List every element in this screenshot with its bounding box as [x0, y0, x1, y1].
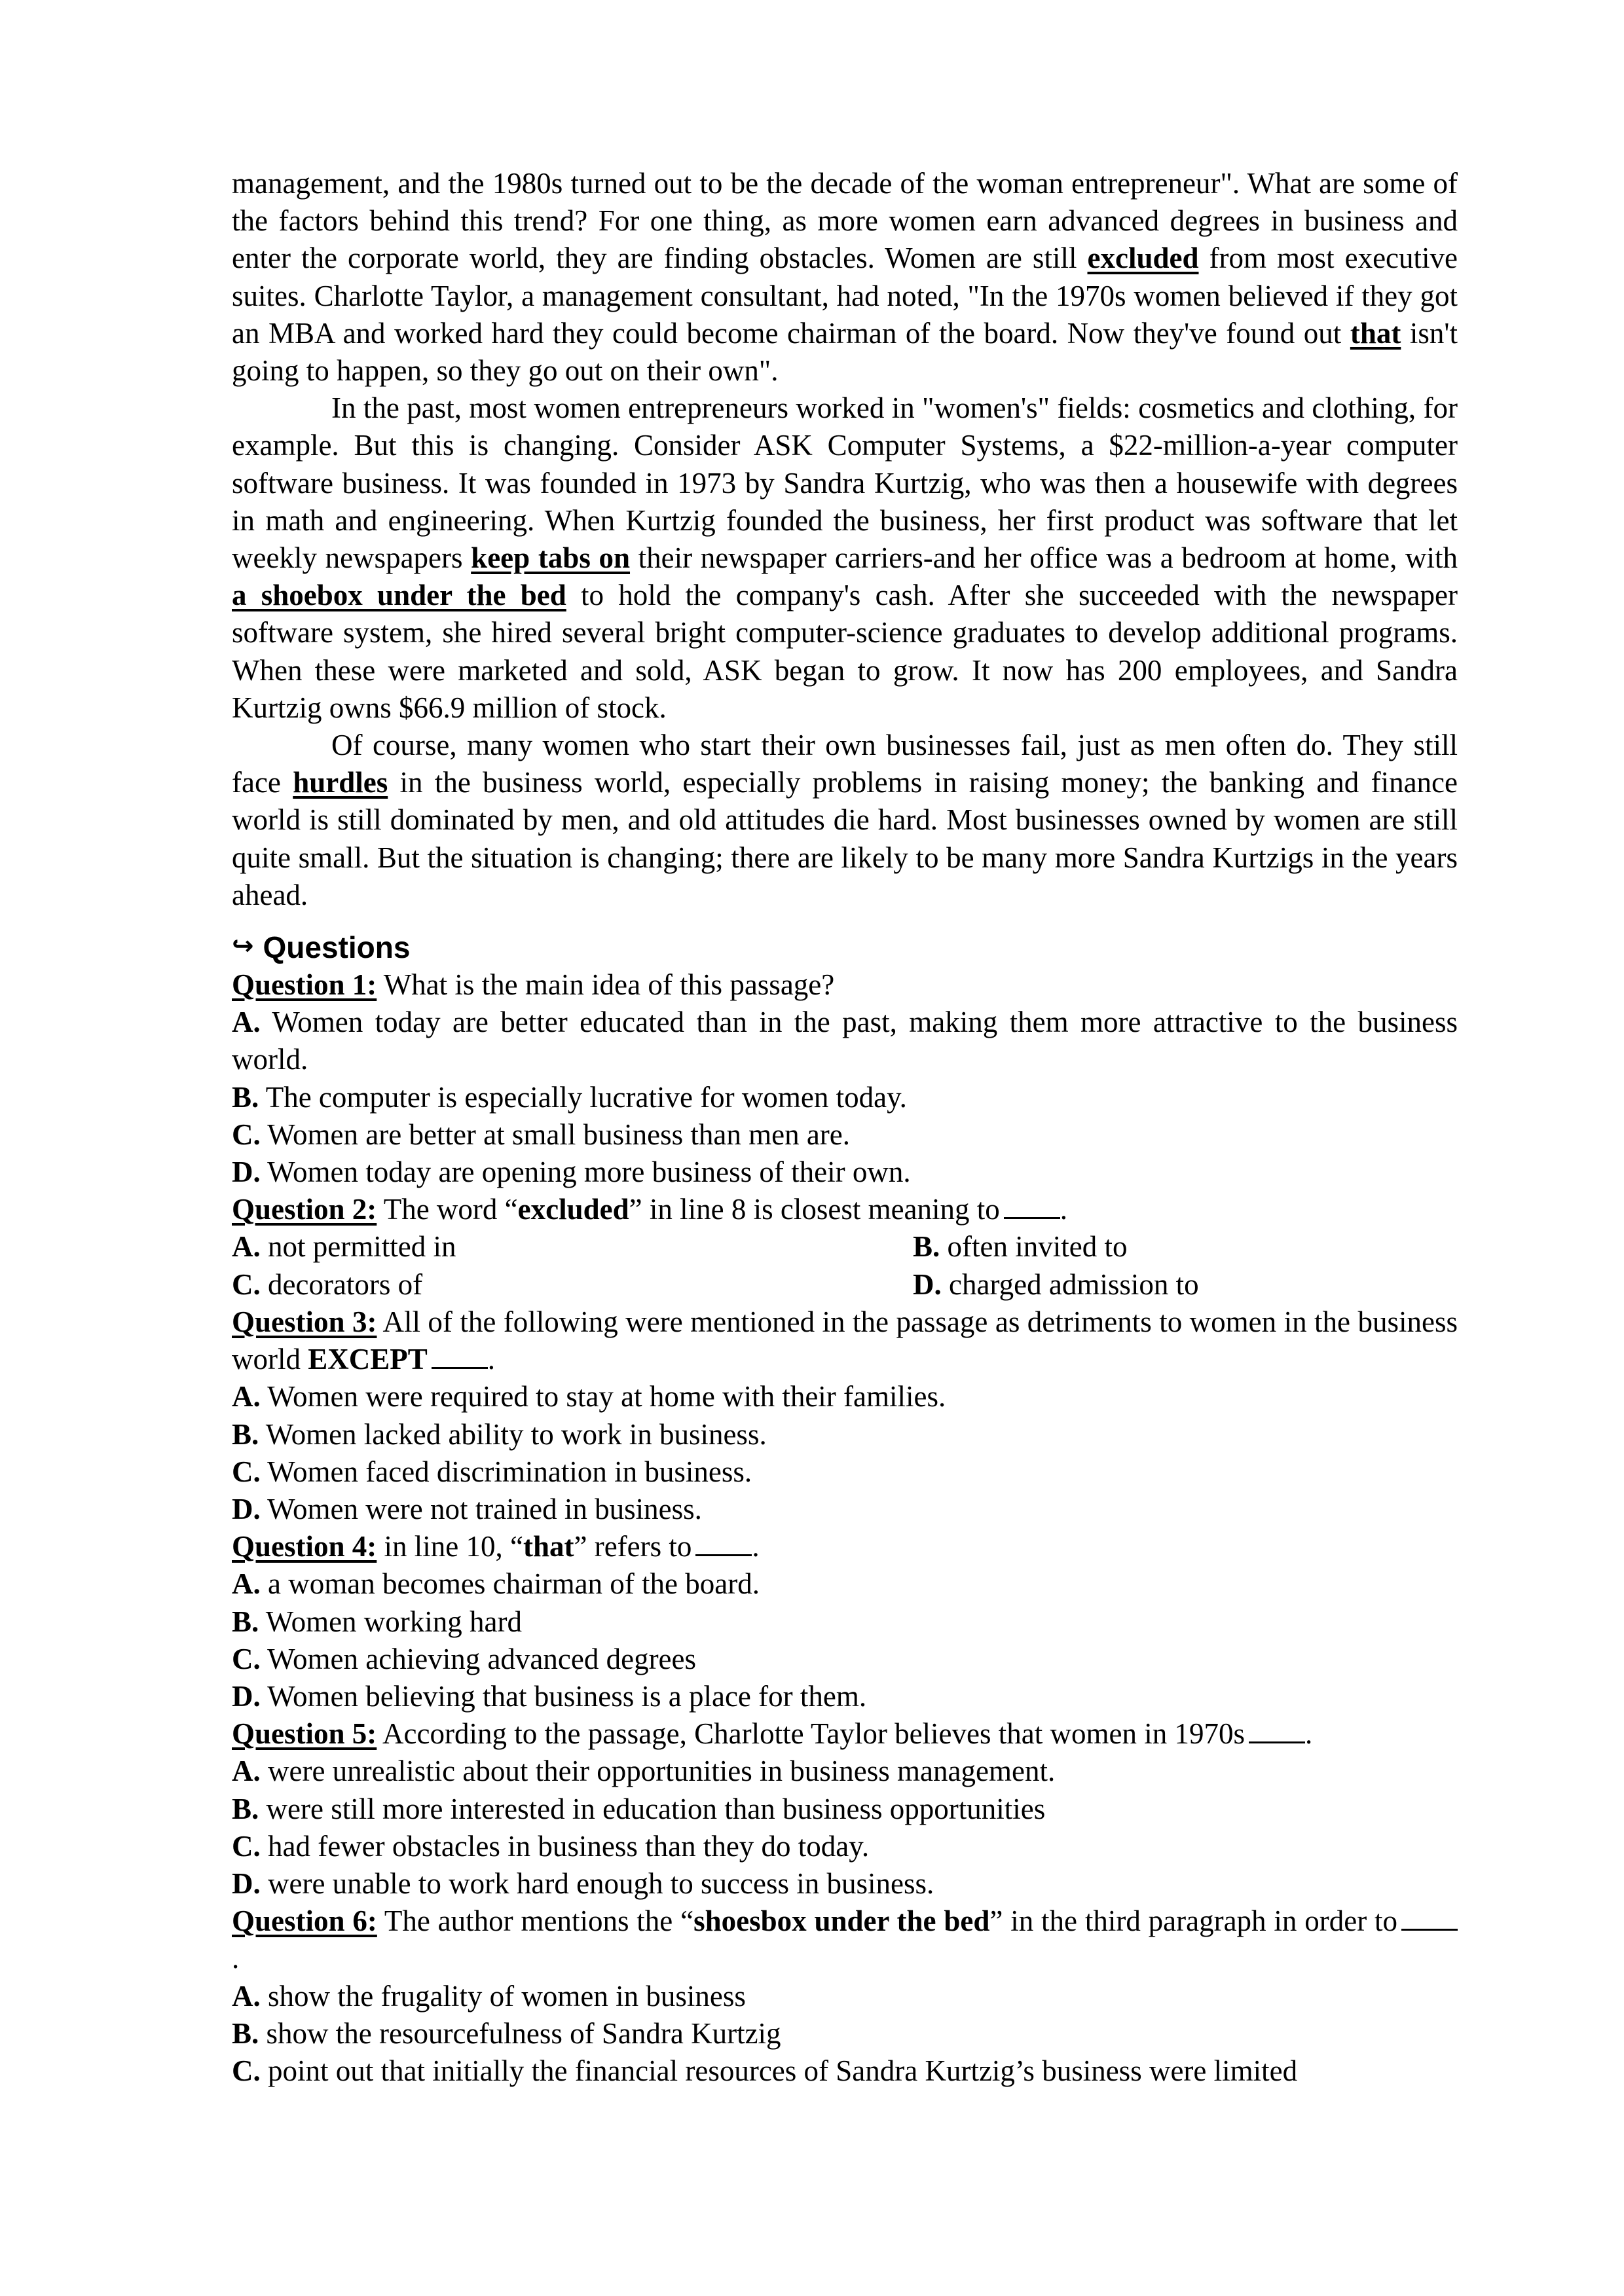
option-text: were unrealistic about their opportunities in business management. [260, 1755, 1056, 1788]
text: from most executive suites. Charlotte Taylor, a management consultant, had noted, "In the 1970s women believed if they got an MBA and worked hard they could become chairman of the board. Now they've found out [232, 242, 1458, 350]
option-text: The computer is especially lucrative for women today. [259, 1080, 907, 1114]
passage-paragraph-1 [232, 165, 1458, 390]
question-end: . [487, 1343, 496, 1376]
option-a[interactable] [232, 1565, 1458, 1603]
option-letter: C. [232, 1455, 261, 1488]
option-text: Women working hard [259, 1605, 522, 1638]
option-b[interactable] [232, 1603, 1458, 1641]
question-text: ” in the third paragraph in order to [989, 1904, 1398, 1938]
option-letter: A. [232, 1380, 261, 1413]
keyword-excluded: excluded [1087, 242, 1199, 275]
question-text: ” refers to [574, 1530, 692, 1563]
text: in the business world, especially problems in raising money; the banking and finance world is still dominated by men, and old attitudes die hard. Most businesses owned by women are still quite small. But the situation is changing; there are likely to be many more Sandra Kurtzigs in the years ahead. [232, 766, 1458, 911]
option-d[interactable] [913, 1266, 1458, 1303]
question-end: . [1305, 1717, 1313, 1751]
passage-paragraph-2 [232, 390, 1458, 727]
question-3 [232, 1303, 1458, 1528]
question-2 [232, 1191, 1458, 1303]
arrow-icon: ↪ [232, 932, 254, 961]
option-letter: B. [232, 1417, 259, 1451]
answer-blank [432, 1343, 488, 1369]
question-end: . [1060, 1193, 1068, 1226]
text: isn't going to happen, so they go out on their own". [232, 316, 1458, 388]
option-letter: D. [913, 1267, 942, 1301]
question-text: According to the passage, Charlotte Taylor believes that women in 1970s [377, 1717, 1245, 1751]
option-text: Women were not trained in business. [260, 1492, 702, 1525]
option-a[interactable] [232, 1978, 1458, 2015]
option-d[interactable] [232, 1678, 1458, 1715]
keyword-hurdles: hurdles [293, 766, 388, 799]
text: their newspaper carriers-and her office was a bedroom at home, with [630, 541, 1458, 575]
option-a[interactable] [232, 1378, 1458, 1415]
question-stem [232, 1903, 1458, 1977]
keyword-keep-tabs-on: keep tabs on [471, 541, 631, 575]
option-letter: B. [232, 2016, 259, 2050]
option-text: Women believing that business is a place for them. [260, 1679, 867, 1713]
question-text: What is the main idea of this passage? [377, 968, 835, 1002]
question-end: . [752, 1530, 760, 1563]
option-text: Women faced discrimination in business. [260, 1455, 752, 1488]
option-c[interactable] [232, 1266, 913, 1303]
option-c[interactable] [232, 1828, 1458, 1865]
question-6 [232, 1903, 1458, 2090]
option-letter: A. [232, 1230, 261, 1264]
option-letter: C. [232, 1829, 261, 1863]
option-c[interactable] [232, 1453, 1458, 1491]
text: management, and the 1980s turned out to be the decade of the woman entrepreneur". What are some of the factors behind this trend? For one thing, as more women earn advanced degrees in business and enter the corporate world, they are finding obstacles. Women are still [232, 167, 1458, 275]
option-letter: C. [232, 2054, 261, 2087]
option-letter: B. [232, 1080, 259, 1114]
option-letter: C. [232, 1267, 261, 1301]
keyword-shoebox-under-the-bed: a shoebox under the bed [232, 579, 566, 612]
option-letter: D. [232, 1492, 261, 1525]
option-letter: D. [232, 1156, 261, 1189]
option-text: Women lacked ability to work in business. [259, 1417, 767, 1451]
option-text: show the frugality of women in business [260, 1979, 746, 2013]
option-text: charged admission to [941, 1267, 1199, 1301]
option-text: decorators of [260, 1267, 423, 1301]
question-label: Question 5: [232, 1717, 377, 1751]
option-c[interactable] [232, 2052, 1458, 2090]
question-label: Question 6: [232, 1904, 377, 1938]
question-stem [232, 1191, 1458, 1228]
option-text: point out that initially the financial resources of Sandra Kurtzig’s business were limited [260, 2054, 1298, 2087]
option-letter: B. [232, 1605, 259, 1638]
option-b[interactable] [232, 1791, 1458, 1828]
option-b[interactable] [913, 1228, 1458, 1266]
question-label: Question 4: [232, 1530, 377, 1563]
option-text: Women are better at small business than men are. [260, 1118, 851, 1151]
question-text: ” in line 8 is closest meaning to [629, 1193, 1000, 1226]
question-keyword: shoesbox under the bed [693, 1904, 990, 1938]
option-c[interactable] [232, 1641, 1458, 1678]
question-stem [232, 1715, 1458, 1753]
keyword-that: that [1350, 316, 1401, 350]
question-keyword: excluded [517, 1193, 629, 1226]
option-letter: A. [232, 1567, 261, 1601]
option-a[interactable] [232, 1228, 913, 1266]
question-stem [232, 966, 1458, 1004]
document-page [232, 165, 1458, 2090]
question-text: All of the following were mentioned in the passage as detriments to women in the business world [232, 1305, 1458, 1376]
option-text: Women were required to stay at home with their families. [260, 1380, 946, 1413]
question-stem [232, 1303, 1458, 1378]
option-c[interactable] [232, 1116, 1458, 1154]
option-text: were unable to work hard enough to success in business. [260, 1867, 934, 1900]
option-text: had fewer obstacles in business than they do today. [260, 1829, 870, 1863]
question-label: Question 1: [232, 968, 377, 1002]
option-text: a woman becomes chairman of the board. [260, 1567, 760, 1601]
option-text: Women today are opening more business of their own. [260, 1156, 911, 1189]
option-text: often invited to [940, 1230, 1128, 1264]
option-text: show the resourcefulness of Sandra Kurtzig [259, 2016, 781, 2050]
option-letter: C. [232, 1642, 261, 1675]
answer-blank [1401, 1905, 1458, 1931]
option-letter: A. [232, 1006, 261, 1039]
questions-heading [232, 928, 1458, 966]
question-keyword: EXCEPT [308, 1343, 428, 1376]
question-text: The word “ [377, 1193, 518, 1226]
option-text: were still more interested in education than business opportunities [259, 1792, 1046, 1825]
option-text: not permitted in [260, 1230, 456, 1264]
option-d[interactable] [232, 1154, 1458, 1191]
option-letter: D. [232, 1679, 261, 1713]
option-letter: B. [232, 1792, 259, 1825]
option-text: Women achieving advanced degrees [260, 1642, 697, 1675]
option-b[interactable] [232, 1416, 1458, 1453]
option-letter: D. [232, 1867, 261, 1900]
question-label: Question 2: [232, 1193, 377, 1226]
question-1 [232, 966, 1458, 1191]
answer-blank [1004, 1194, 1060, 1219]
text: Of course, many women who start their own businesses fail, just as men often do. They still face [232, 729, 1458, 799]
option-letter: A. [232, 1979, 261, 2013]
option-b[interactable] [232, 2015, 1458, 2052]
passage-paragraph-3 [232, 727, 1458, 914]
option-a[interactable] [232, 1753, 1458, 1790]
option-letter: A. [232, 1755, 261, 1788]
option-d[interactable] [232, 1865, 1458, 1903]
answer-blank [1249, 1718, 1305, 1743]
options-grid [232, 1228, 1458, 1303]
text: In the past, most women entrepreneurs worked in "women's" fields: cosmetics and clothing, for example. But this is changing. Consider ASK Computer Systems, a $22-million-a-year computer software business. It was founded in 1973 by Sandra Kurtzig, who was then a housewife with degrees in math and engineering. When Kurtzig founded the business, her first product was software that let weekly newspapers [232, 392, 1458, 575]
text: to hold the company's cash. After she succeeded with the newspaper software system, she hired several bright computer-science graduates to develop additional programs. When these were marketed and sold, ASK began to grow. It now has 200 employees, and Sandra Kurtzig owns $66.9 million of stock. [232, 579, 1458, 724]
option-d[interactable] [232, 1491, 1458, 1528]
question-text: The author mentions the “ [377, 1904, 694, 1938]
question-4 [232, 1528, 1458, 1715]
question-5 [232, 1715, 1458, 1903]
question-label: Question 3: [232, 1305, 377, 1338]
question-stem [232, 1528, 1458, 1565]
answer-blank [695, 1531, 752, 1556]
option-letter: C. [232, 1118, 261, 1151]
question-keyword: that [523, 1530, 574, 1563]
option-text: Women today are better educated than in the past, making them more attractive to the business world. [232, 1006, 1458, 1076]
option-letter: B. [913, 1230, 940, 1264]
option-a[interactable] [232, 1004, 1458, 1078]
question-text: in line 10, “ [377, 1530, 523, 1563]
option-b[interactable] [232, 1079, 1458, 1116]
questions-title: Questions [263, 930, 411, 965]
question-end: . [232, 1942, 240, 1975]
